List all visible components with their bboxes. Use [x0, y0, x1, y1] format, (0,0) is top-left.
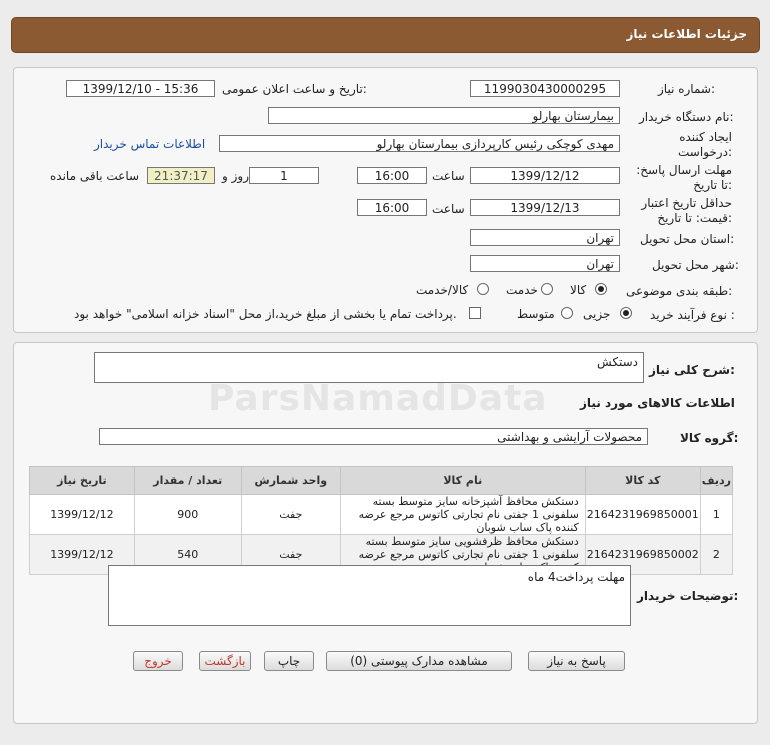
- remaining-time-field: 21:37:17: [147, 167, 215, 184]
- item-name: دستکش محافظ آشپزخانه سایز متوسط بسته سلفونی 1 جفتی نام تجارتی کاتوس مرجع عرضه کننده پاک ساب شوبان: [340, 495, 585, 535]
- description-value: دستکش: [597, 355, 638, 369]
- announce-label: تاریخ و ساعت اعلان عمومی:: [222, 82, 367, 96]
- back-button[interactable]: بازگشت: [199, 651, 251, 671]
- city-label: شهر محل تحویل:: [652, 258, 739, 272]
- remaining-days-field: 1: [249, 167, 319, 184]
- validity-label: حداقل تاریخ اعتبار قیمت: تا تاریخ:: [641, 196, 732, 225]
- process-label: نوع فرآیند خرید :: [650, 308, 735, 322]
- category-option-service: خدمت: [506, 283, 538, 297]
- process-option-minor: جزیی: [583, 307, 611, 321]
- print-button[interactable]: چاپ: [264, 651, 314, 671]
- buyer-notes-value: مهلت پرداخت4 ماه: [527, 570, 625, 584]
- province-field: تهران: [470, 229, 620, 246]
- validity-time-label: ساعت: [432, 202, 465, 216]
- announce-datetime-field: 1399/12/10 - 15:36: [66, 80, 215, 97]
- description-label: شرح کلی نیاز:: [649, 363, 735, 377]
- table-row[interactable]: [30, 495, 733, 535]
- treasury-payment-note: پرداخت تمام یا بخشی از مبلغ خرید،از محل "اسناد خزانه اسلامی" خواهد بود.: [74, 307, 457, 321]
- creator-label: ایجاد کننده درخواست:: [678, 130, 732, 159]
- validity-date-field: 1399/12/13: [470, 199, 620, 216]
- col-need-date: تاریخ نیاز: [30, 467, 135, 495]
- validity-time-field: 16:00: [357, 199, 427, 216]
- col-row: ردیف: [700, 467, 732, 495]
- col-code: کد کالا: [585, 467, 700, 495]
- creator-field: مهدی کوچکی رئیس کارپردازی بیمارستان بهارلو: [219, 135, 620, 152]
- item-need-date: 1399/12/12: [30, 535, 135, 575]
- col-name: نام کالا: [340, 467, 585, 495]
- remaining-time-label: ساعت باقی مانده: [50, 169, 140, 183]
- goods-group-label: گروه کالا:: [680, 431, 739, 445]
- category-option-goods: کالا: [570, 283, 587, 297]
- col-quantity: تعداد / مقدار: [134, 467, 241, 495]
- category-radio-service[interactable]: [541, 283, 553, 295]
- goods-table: [29, 466, 733, 575]
- city-field: تهران: [470, 255, 620, 272]
- description-field: [94, 352, 644, 383]
- item-code: 2164231969850001: [585, 495, 700, 535]
- item-quantity: 900: [134, 495, 241, 535]
- buyer-contact-link[interactable]: اطلاعات تماس خریدار: [94, 137, 206, 151]
- item-unit: جفت: [241, 535, 340, 575]
- days-label: روز و: [222, 169, 249, 183]
- row-index: 1: [700, 495, 732, 535]
- category-option-goods-service: کالا/خدمت: [416, 283, 469, 297]
- need-number-field: 1199030430000295: [470, 80, 620, 97]
- deadline-time-field: 16:00: [357, 167, 427, 184]
- col-unit: واحد شمارش: [241, 467, 340, 495]
- reply-button[interactable]: پاسخ به نیاز: [528, 651, 625, 671]
- province-label: استان محل تحویل:: [640, 232, 735, 246]
- category-radio-goods[interactable]: [595, 283, 607, 295]
- category-radio-goods-service[interactable]: [477, 283, 489, 295]
- table-header-row: [30, 467, 733, 495]
- need-number-label: شماره نیاز:: [658, 82, 716, 96]
- deadline-date-field: 1399/12/12: [470, 167, 620, 184]
- page-title-bar: [11, 17, 760, 53]
- attachments-button[interactable]: مشاهده مدارک پیوستی (0): [326, 651, 512, 671]
- item-need-date: 1399/12/12: [30, 495, 135, 535]
- goods-info-title: اطلاعات کالاهای مورد نیاز: [580, 396, 735, 410]
- process-radio-minor[interactable]: [620, 307, 632, 319]
- row-index: 2: [700, 535, 732, 575]
- buyer-org-label: نام دستگاه خریدار:: [639, 110, 734, 124]
- item-unit: جفت: [241, 495, 340, 535]
- buyer-notes-field: [108, 565, 631, 626]
- item-name: دستکش محافظ ظرفشویی سایز متوسط بسته سلفونی 1 جفتی نام تجارتی کاتوس مرجع عرضه: [340, 535, 585, 575]
- deadline-time-label: ساعت: [432, 169, 465, 183]
- category-label: طبقه بندی موضوعی:: [626, 284, 733, 298]
- item-quantity: 540: [134, 535, 241, 575]
- page-title: جزئیات اطلاعات نیاز: [626, 27, 747, 41]
- buyer-org-field: بیمارستان بهارلو: [268, 107, 620, 124]
- treasury-payment-checkbox[interactable]: [469, 307, 481, 319]
- process-radio-medium[interactable]: [561, 307, 573, 319]
- deadline-label: مهلت ارسال پاسخ: تا تاریخ:: [636, 163, 732, 192]
- goods-group-field: محصولات آرایشی و بهداشتی: [99, 428, 648, 445]
- item-code: 2164231969850002: [585, 535, 700, 575]
- buyer-notes-label: توضیحات خریدار:: [637, 589, 739, 603]
- exit-button[interactable]: خروج: [133, 651, 183, 671]
- process-option-medium: متوسط: [517, 307, 555, 321]
